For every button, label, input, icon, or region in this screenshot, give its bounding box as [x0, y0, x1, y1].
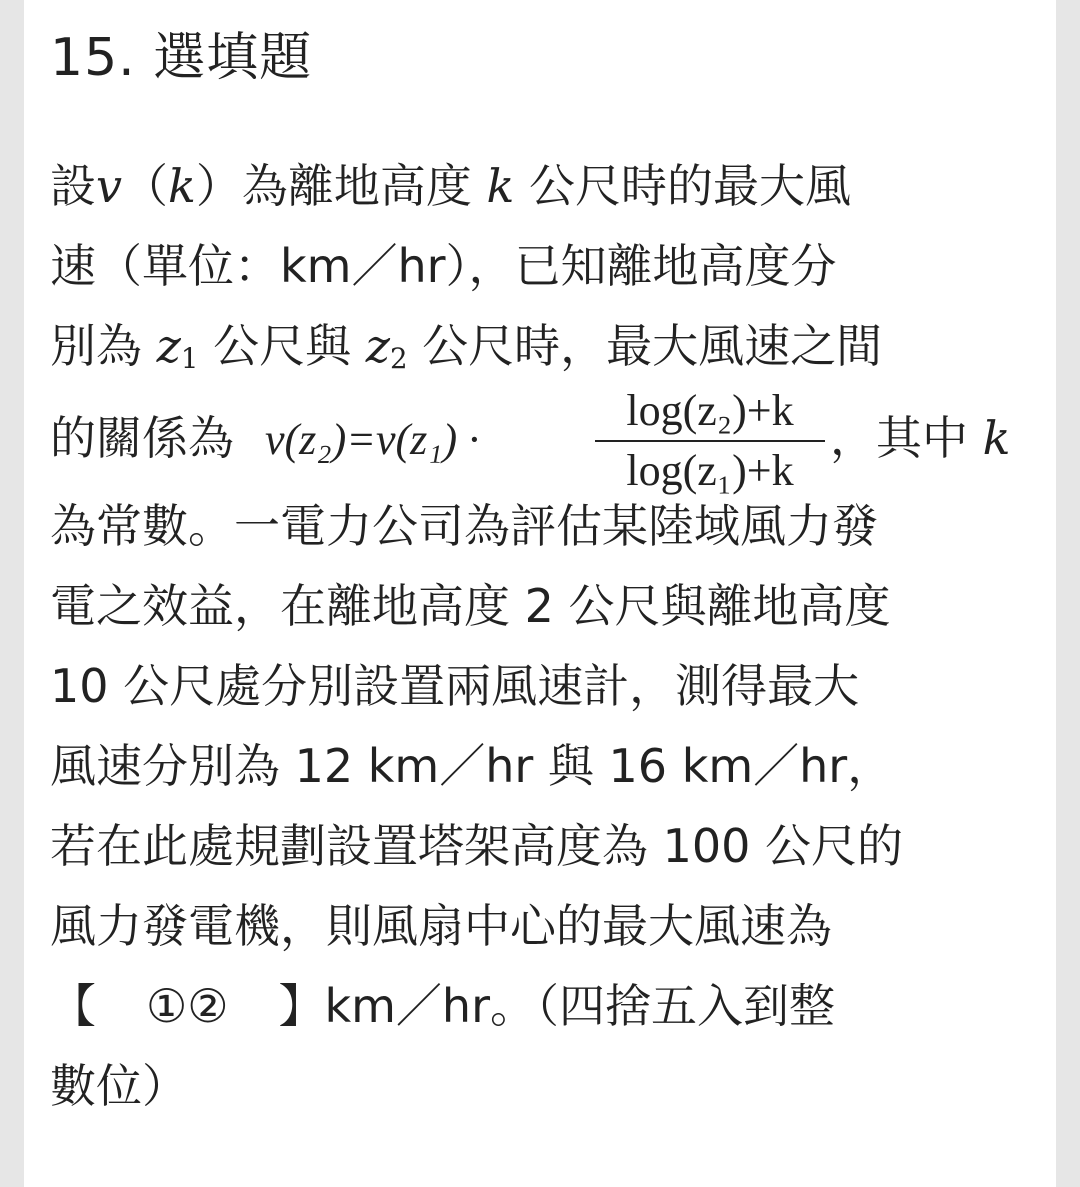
var-v: v	[96, 159, 122, 213]
text-line-12: 數位）	[50, 1059, 188, 1113]
question-body	[50, 146, 1040, 1126]
text-line-6: 電之效益，在離地高度 2 公尺與離地高度	[50, 579, 891, 633]
text-line-3: 別為 $z_1$ 公尺與 $z_2$ 公尺時，最大風速之間	[50, 319, 883, 375]
text-line-8: 風速分別為 12 km／hr 與 16 km／hr，	[50, 739, 894, 793]
text-line-5: 為常數。一電力公司為評估某陸域風力發	[50, 499, 878, 553]
text-line-2: 速（單位：km／hr），已知離地高度分	[50, 239, 837, 293]
answer-blank-marks[interactable]: ①②	[146, 979, 229, 1033]
page	[24, 0, 1056, 1187]
formula-numerator: log(z₂)+k	[626, 386, 794, 435]
text-line-9: 若在此處規劃設置塔架高度為 100 公尺的	[50, 819, 904, 873]
formula-denominator: log(z₁)+k	[626, 446, 794, 495]
text-line-1: 設v（k）為離地高度 k 公尺時的最大風	[50, 159, 851, 213]
text-line-10: 風力發電機，則風扇中心的最大風速為	[50, 899, 832, 953]
text-line-11: 【 ①② 】km／hr。（四捨五入到整	[50, 979, 835, 1033]
var-k: k	[168, 159, 196, 213]
fraction-bar	[595, 440, 825, 442]
question-title: 15. 選填題	[50, 28, 313, 88]
formula-lhs: v(z₂)=v(z₁) ·	[265, 415, 480, 464]
formula-prefix: 的關係為	[50, 411, 234, 465]
formula-line	[50, 386, 1040, 495]
answer-bracket-open: 【	[50, 979, 96, 1033]
formula-suffix: ，其中 k	[830, 411, 1011, 465]
text-line-7: 10 公尺處分別設置兩風速計，測得最大	[50, 659, 860, 713]
